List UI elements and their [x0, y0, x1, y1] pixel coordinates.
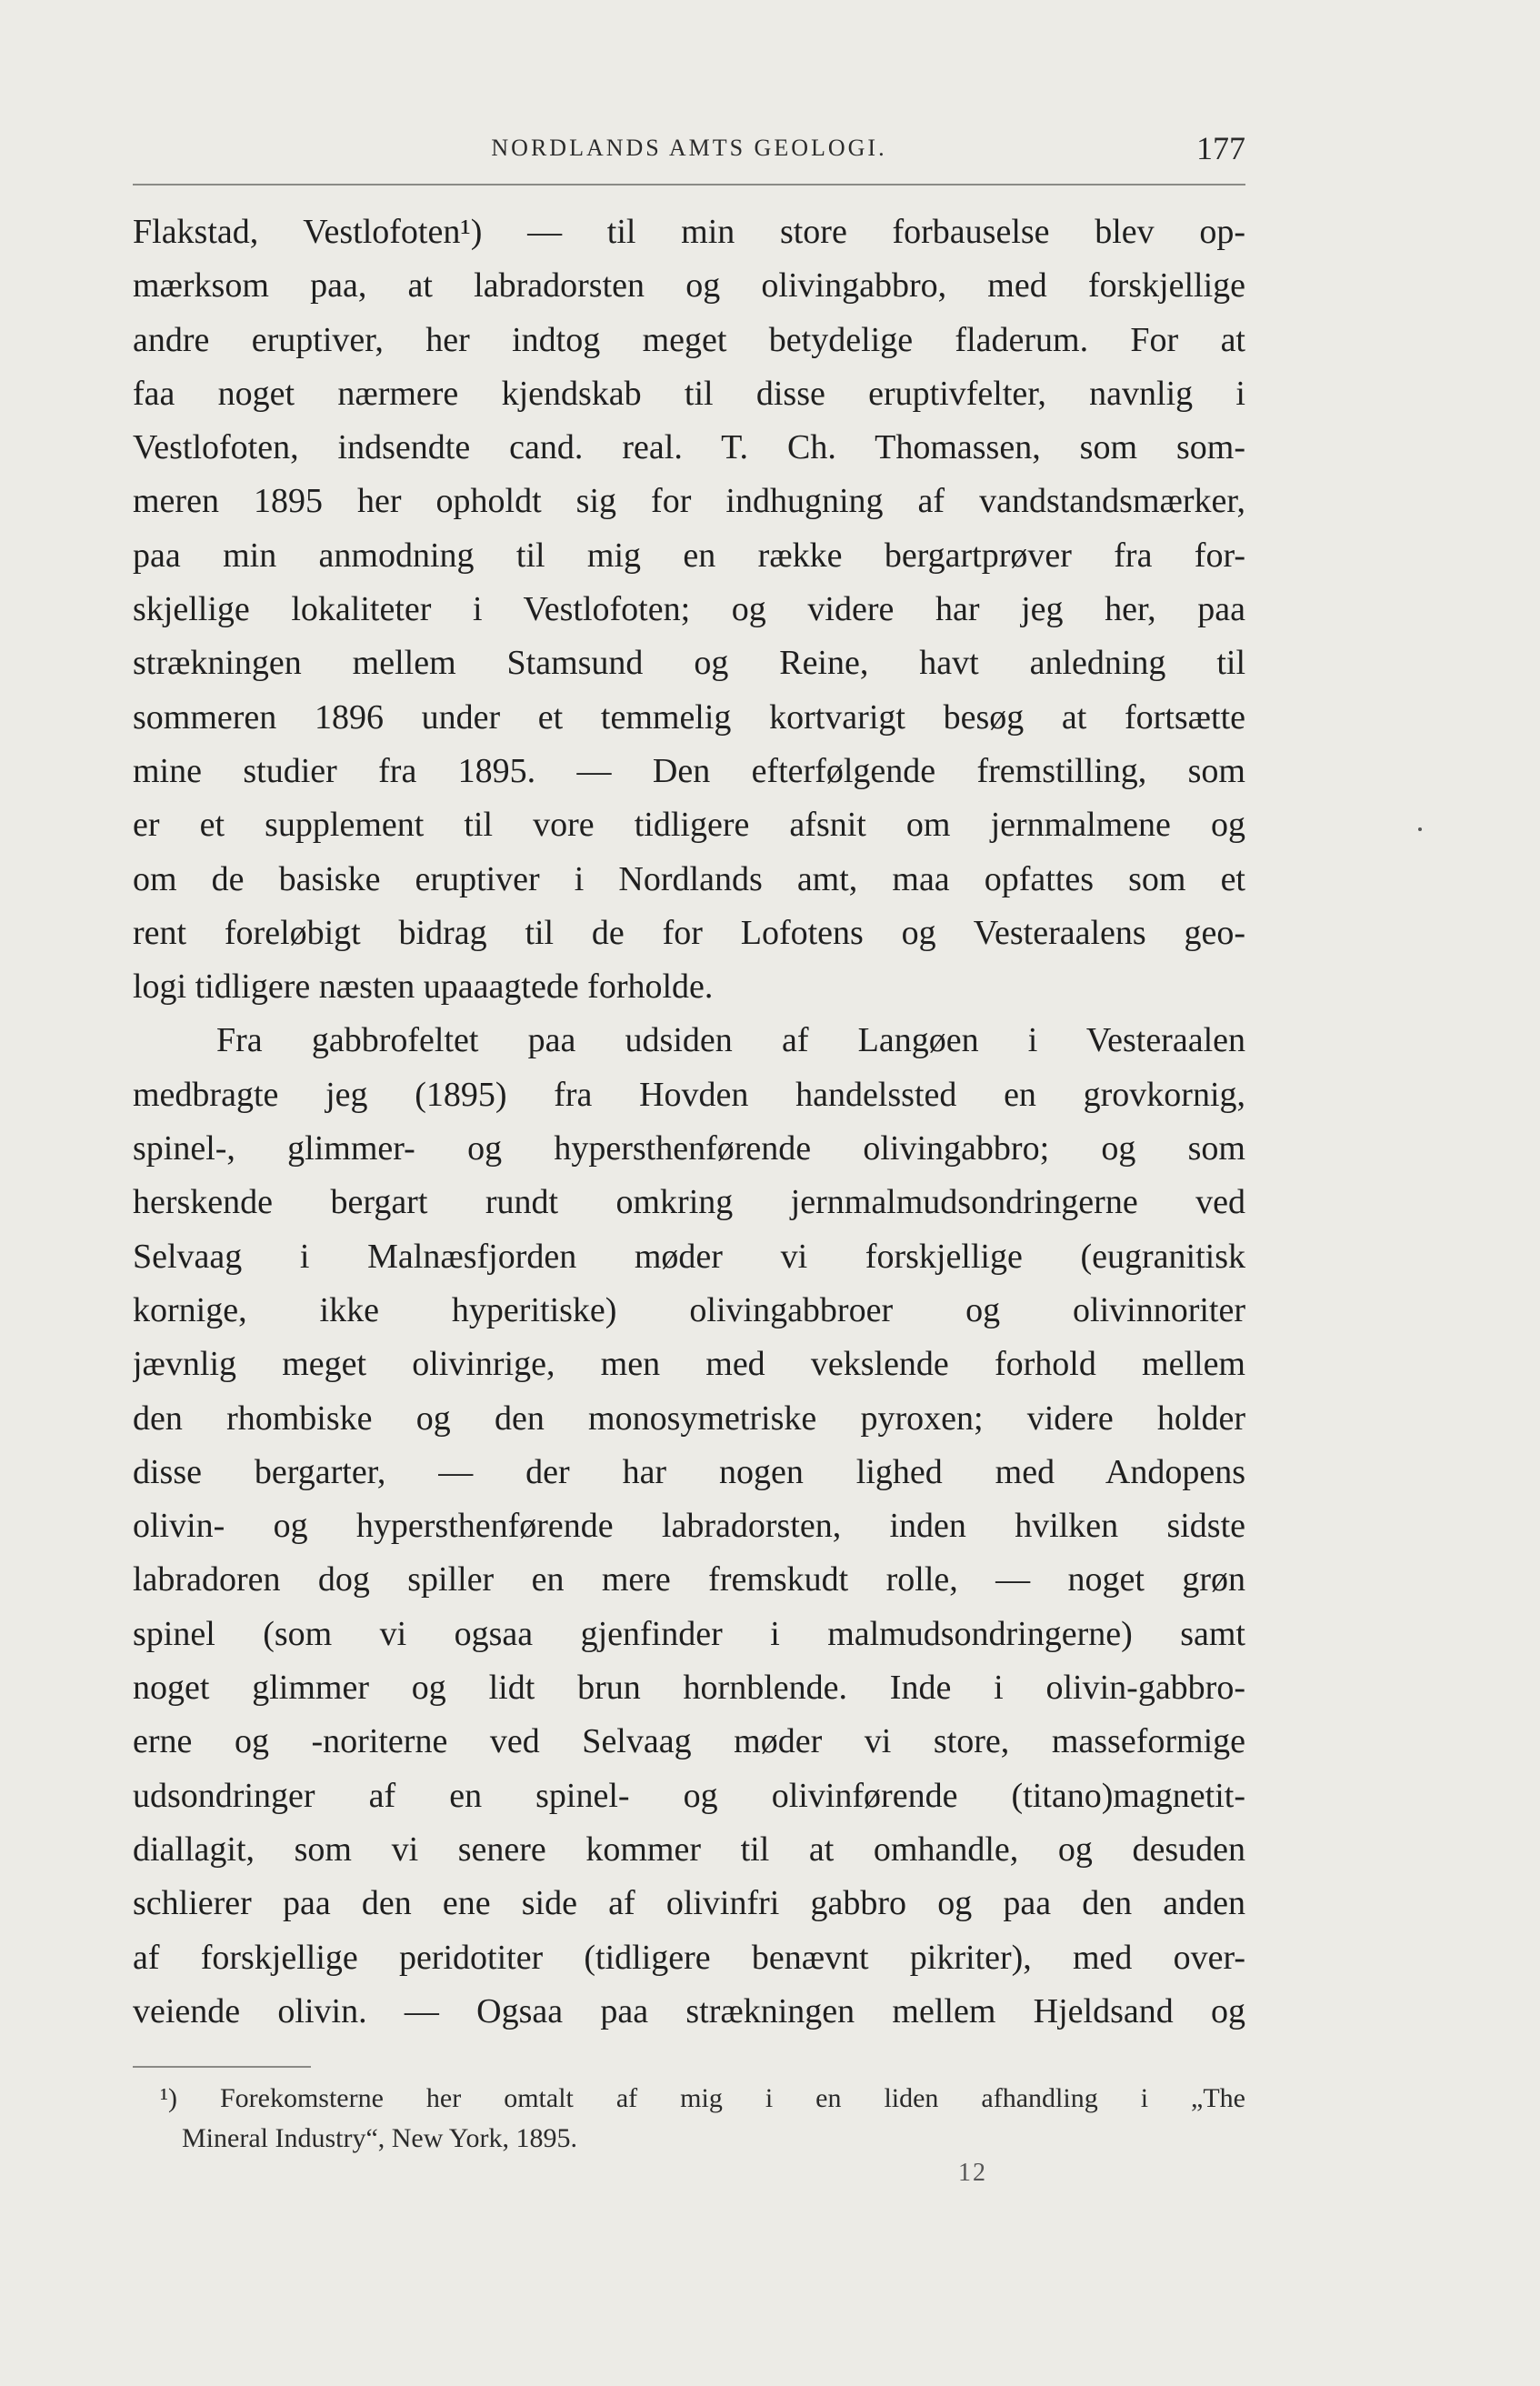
text-line: meren 1895 her opholdt sig for indhugning af vandstandsmærker,	[133, 482, 1245, 521]
text-line: mærksom paa, at labradorsten og olivingabbro, med forskjellige	[133, 266, 1245, 306]
text-line: labradoren dog spiller en mere fremskudt rolle, — noget grøn	[133, 1560, 1245, 1599]
text-line: er et supplement til vore tidligere afsnit om jernmalmene og	[133, 806, 1245, 845]
text-line: Vestlofoten, indsendte cand. real. T. Ch. Thomassen, som som-	[133, 428, 1245, 467]
text-line: om de basiske eruptiver i Nordlands amt, maa opfattes som et	[133, 859, 1245, 898]
page-header	[133, 130, 1245, 171]
text-line: spinel-, glimmer- og hypersthenførende olivingabbro; og som	[133, 1129, 1245, 1168]
body-text	[133, 206, 1245, 2039]
text-line: paa min anmodning til mig en række bergartprøver fra for-	[133, 536, 1245, 575]
text-line: mine studier fra 1895. — Den efterfølgende fremstilling, som	[133, 751, 1245, 790]
footnote	[133, 2079, 1245, 2159]
text-line-paragraph-start: Fra gabbrofeltet paa udsiden af Langøen i Vesteraalen	[216, 1021, 1245, 1060]
running-title: NORDLANDS AMTS GEOLOGI.	[491, 135, 887, 161]
text-line: sommeren 1896 under et temmelig kortvarigt besøg at fortsætte	[133, 697, 1245, 737]
text-line: herskende bergart rundt omkring jernmalmudsondringerne ved	[133, 1183, 1245, 1222]
text-line: schlierer paa den ene side af olivinfri gabbro og paa den anden	[133, 1884, 1245, 1923]
text-line: diallagit, som vi senere kommer til at omhandle, og desuden	[133, 1830, 1245, 1869]
footnote-line: Mineral Industry“, New York, 1895.	[182, 2123, 577, 2153]
text-line: strækningen mellem Stamsund og Reine, havt anledning til	[133, 644, 1245, 683]
text-line: olivin- og hypersthenførende labradorsten, inden hvilken sidste	[133, 1507, 1245, 1546]
footnote-rule	[133, 2066, 311, 2068]
text-line: kornige, ikke hyperitiske) olivingabbroer og olivinnoriter	[133, 1290, 1245, 1329]
text-line: Flakstad, Vestlofoten¹) — til min store forbauselse blev op-	[133, 213, 1245, 251]
text-line-paragraph-end: logi tidligere næsten upaaagtede forholde.	[133, 967, 714, 1007]
text-line: jævnlig meget olivinrige, men med vekslende forhold mellem	[133, 1345, 1245, 1384]
text-line: rent foreløbigt bidrag til de for Lofotens og Vesteraalens geo-	[133, 913, 1245, 952]
footnote-line: ¹) Forekomsterne her omtalt af mig i en liden afhandling i „The	[160, 2083, 1245, 2113]
text-line: erne og -noriterne ved Selvaag møder vi store, masseformige	[133, 1722, 1245, 1761]
paper-speck	[1418, 827, 1422, 831]
text-line: af forskjellige peridotiter (tidligere benævnt pikriter), med over-	[133, 1938, 1245, 1977]
text-line: Selvaag i Malnæsfjorden møder vi forskjellige (eugranitisk	[133, 1237, 1245, 1276]
text-line: faa noget nærmere kjendskab til disse eruptivfelter, navnlig i	[133, 374, 1245, 413]
text-line: spinel (som vi ogsaa gjenfinder i malmudsondringerne) samt	[133, 1614, 1245, 1653]
text-line: skjellige lokaliteter i Vestlofoten; og videre har jeg her, paa	[133, 590, 1245, 629]
text-line: medbragte jeg (1895) fra Hovden handelssted en grovkornig,	[133, 1075, 1245, 1114]
text-line: andre eruptiver, her indtog meget betydelige fladerum. For at	[133, 320, 1245, 359]
signature-mark: 12	[958, 2159, 987, 2187]
header-rule	[133, 184, 1245, 185]
text-line: veiende olivin. — Ogsaa paa strækningen mellem Hjeldsand og	[133, 1991, 1245, 2030]
text-line: den rhombiske og den monosymetriske pyroxen; videre holder	[133, 1399, 1245, 1438]
page-number: 177	[1196, 130, 1245, 166]
text-line: udsondringer af en spinel- og olivinførende (titano)magnetit-	[133, 1776, 1245, 1815]
text-line: noget glimmer og lidt brun hornblende. Inde i olivin-gabbro-	[133, 1669, 1245, 1708]
text-line: disse bergarter, — der har nogen lighed med Andopens	[133, 1452, 1245, 1491]
